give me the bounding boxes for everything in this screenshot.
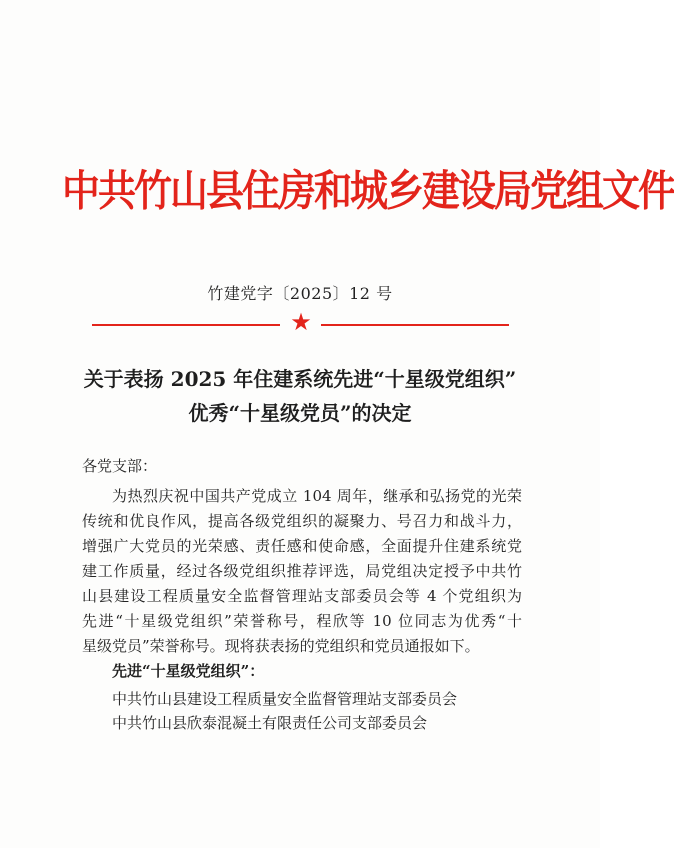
document-header-title: 中共竹山县住房和城乡建设局党组文件: [62, 166, 674, 216]
star-icon: ★: [290, 308, 312, 336]
red-divider-left: [92, 324, 280, 326]
section-heading: 先进“十星级党组织”：: [112, 662, 265, 680]
body-line: 传统和优良作风，提高各级党组织的凝聚力、号召力和战斗力，: [82, 512, 522, 530]
body-line: 建工作质量，经过各级党组织推荐评选，局党组决定授予中共竹: [82, 562, 522, 580]
list-item: 中共竹山县欣泰混凝土有限责任公司支部委员会: [112, 714, 428, 732]
body-line: 山县建设工程质量安全监督管理站支部委员会等 4 个党组织为: [82, 587, 522, 605]
salutation: 各党支部：: [82, 457, 158, 475]
body-line: 为热烈庆祝中国共产党成立 104 周年，继承和弘扬党的光荣: [112, 487, 522, 505]
list-item: 中共竹山县建设工程质量安全监督管理站支部委员会: [112, 690, 458, 708]
red-divider-right: [321, 324, 509, 326]
body-line: 先进“十星级党组织”荣誉称号，程欣等 10 位同志为优秀“十: [82, 612, 522, 630]
decision-title-line-1: 关于表扬 2025 年住建系统先进“十星级党组织”: [83, 367, 517, 391]
body-line: 星级党员”荣誉称号。现将获表扬的党组织和党员通报如下。: [82, 637, 480, 655]
body-line: 增强广大党员的光荣感、责任感和使命感，全面提升住建系统党: [82, 537, 522, 555]
document-number: 竹建党字〔2025〕12 号: [207, 284, 393, 303]
decision-title-line-2: 优秀“十星级党员”的决定: [188, 401, 412, 425]
